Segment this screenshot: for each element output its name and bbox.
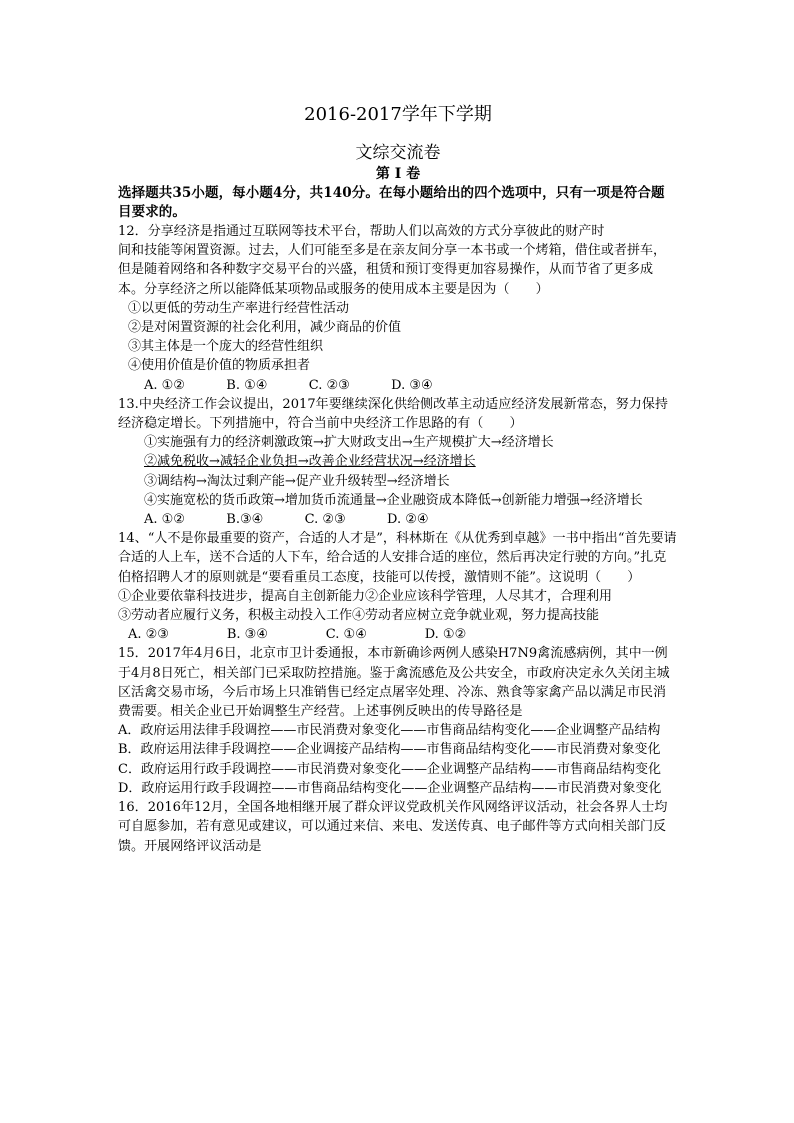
question-12-item: ②是对闲置资源的社会化利用，减少商品的价值 (128, 320, 402, 336)
question-12-item: ④使用价值是价值的物质承担者 (128, 358, 311, 374)
question-15-option-c: C．政府运用行政手段调控——市民消费对象变化——企业调整产品结构——市售商品结构变化 (118, 761, 661, 777)
page-title: 2016-2017学年下学期 (304, 104, 492, 125)
question-13-choices: A. ①② B.③④ C. ②③ D. ②④ (144, 512, 429, 528)
question-13-item: ②减免税收→减轻企业负担→改善企业经营状况→经济增长 (144, 454, 476, 470)
question-12-item: ①以更低的劳动生产率进行经营性活动 (128, 300, 350, 316)
question-16-stem: 16．2016年12月，全国各地相继开展了群众评议党政机关作风网络评议活动，社会各界人士均可自愿参加，若有意见或建议，可以通过来信、来电、发送传真、电子邮件等方式向相关部门反馈。开展网络评议活动是 (118, 800, 668, 854)
question-15-stem: 15．2017年4月6日，北京市卫计委通报，本市新确诊两例人感染H7N9禽流感病例，其中一例于4月8日死亡，相关部门已采取防控措施。鉴于禽流感危及公共安全，市政府决定永久关闭主城区活禽交易市场，今后市场上只准销售已经定点屠宰处理、冷冻、熟食等家禽产品以满足市民消费需要。相关企业已开始调整生产经营。上述事例反映出的传导路径是 (118, 646, 670, 720)
page-subtitle: 文综交流卷 (355, 143, 441, 163)
question-13-item: ④实施宽松的货币政策→增加货币流通量→企业融资成本降低→创新能力增强→经济增长 (144, 492, 643, 508)
question-12-stem: 间和技能等闲置资源。过去，人们可能至多是在亲友间分享一本书或一个烤箱，借住或者拼车，但是随着网络和各种数字交易平台的兴盛，租赁和预订变得更加容易操作，从而节省了更多成本。分享经济之所以能降低某项物品或服务的使用成本主要是因为（ ） (118, 243, 667, 297)
question-15-option-b: B．政府运用法律手段调控——企业调接产品结构——市售商品结构变化——市民消费对象变化 (118, 742, 661, 758)
question-13-item: ③调结构→淘汰过剩产能→促产业升级转型→经济增长 (144, 473, 450, 489)
question-14-stem: 14、“人不是你最重要的资产，合适的人才是”，科林斯在《从优秀到卓越》一书中指出“首先要请合适的人上车，送不合适的人下车，给合适的人安排合适的座位，然后再决定行驶的方向。”扎克伯格招聘人才的原则就是“要看重员工态度，技能可以传授，激情则不能”。这说明（ ） (118, 531, 677, 585)
question-14-choices: A. ②③ B. ③④ C. ①④ D. ①② (128, 627, 467, 643)
section-heading: 第 Ⅰ 卷 (375, 166, 421, 182)
question-12-item: ③其主体是一个庞大的经营性组织 (128, 339, 324, 355)
question-12-choices: A. ①② B. ①④ C. ②③ D. ③④ (144, 377, 433, 393)
question-15-option-d: D．政府运用行政手段调控——市售商品结构变化——企业调整产品结构——市民消费对象变化 (118, 780, 662, 796)
question-14-item: ③劳动者应履行义务，积极主动投入工作④劳动者应树立竞争就业观，努力提高技能 (118, 608, 600, 624)
question-13-stem: 13.中央经济工作会议提出，2017年要继续深化供给侧改革主动适应经济发展新常态，努力保持经济稳定增长。下列措施中，符合当前中央经济工作思路的有（ ） (118, 396, 669, 432)
question-14-item: ①企业要依靠科技进步，提高自主创新能力②企业应该科学管理，人尽其才，合理利用 (118, 588, 613, 604)
instructions: 选择题共35小题，每小题4分，共140分。在每小题给出的四个选项中，只有一项是符合题目要求的。 (118, 185, 665, 220)
question-15-option-a: A．政府运用法律手段调控——市民消费对象变化——市售商品结构变化——企业调整产品结构 (118, 723, 661, 739)
question-12-stem-line1: 12．分享经济是指通过互联网等技术平台，帮助人们以高效的方式分享彼此的财产时 (118, 224, 605, 239)
question-13-item: ①实施强有力的经济刺激政策→扩大财政支出→生产规模扩大→经济增长 (144, 435, 554, 451)
exam-page (118, 104, 678, 856)
